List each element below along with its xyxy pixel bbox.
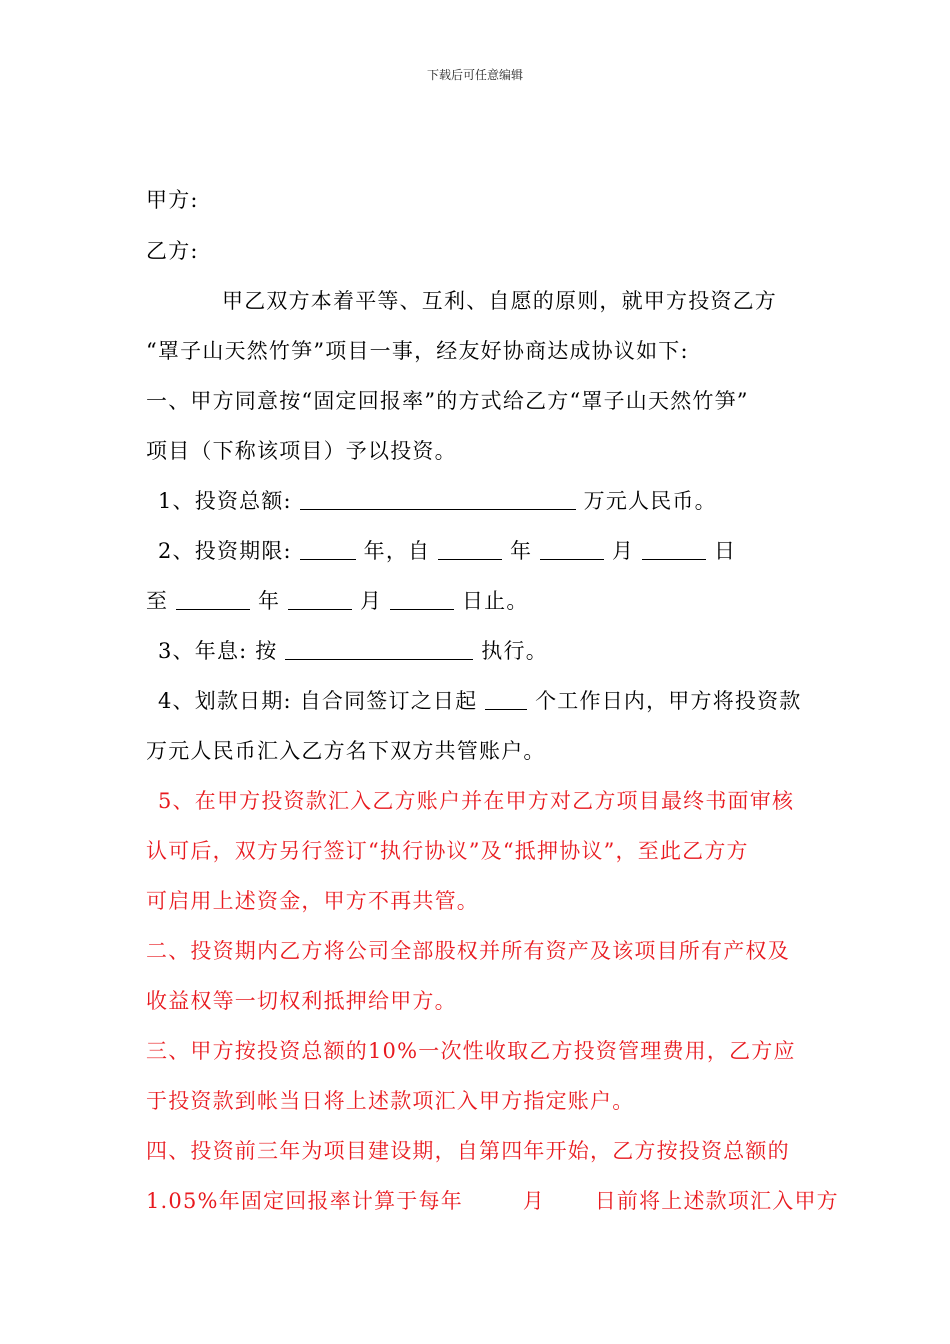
clause-1-line-2: 项目（下称该项目）予以投资。 <box>146 439 457 463</box>
item-2-yue2: 月 <box>359 589 383 613</box>
item-2-zhi: 至 <box>146 589 169 613</box>
clause-4-rate-text: 1.05%年固定回报率计算于每年 <box>146 1189 463 1213</box>
item-2-label: 2、投资期限: <box>158 539 292 563</box>
item-3-label: 3、年息: 按 <box>158 639 278 663</box>
start-day-blank[interactable] <box>642 539 706 560</box>
party-a: 甲方: <box>146 188 199 212</box>
item-2-yue: 月 <box>612 539 635 563</box>
item-2-year: 年，自 <box>363 539 431 563</box>
item-3 <box>158 637 548 665</box>
header-note: 下载后可任意编辑 <box>426 68 523 82</box>
item-3-suffix: 执行。 <box>481 639 548 663</box>
end-month-blank[interactable] <box>288 589 352 610</box>
item-4-suffix: 个工作日内，甲方将投资款 <box>535 689 802 713</box>
item-5-line-3: 可启用上述资金，甲方不再共管。 <box>146 889 479 913</box>
item-5-line-1: 5、在甲方投资款汇入乙方账户并在甲方对乙方项目最终书面审核 <box>158 789 795 813</box>
item-4-line-2: 万元人民币汇入乙方名下双方共管账户。 <box>146 739 546 763</box>
intro-line-2: “罩子山天然竹笋”项目一事，经友好协商达成协议如下: <box>146 339 689 363</box>
end-day-blank[interactable] <box>390 589 454 610</box>
item-2-nian2: 年 <box>257 589 281 613</box>
item-2 <box>158 537 736 565</box>
clause-3-line-1: 三、甲方按投资总额的10%一次性收取乙方投资管理费用，乙方应 <box>146 1039 796 1063</box>
item-1 <box>158 487 717 515</box>
intro-line-1: 甲乙双方本着平等、互利、自愿的原则，就甲方投资乙方 <box>222 289 777 313</box>
clause-3-line-2: 于投资款到帐当日将上述款项汇入甲方指定账户。 <box>146 1089 635 1113</box>
clause-2-line-1: 二、投资期内乙方将公司全部股权并所有资产及该项目所有产权及 <box>146 939 790 963</box>
interest-rate-blank[interactable] <box>285 639 473 660</box>
item-2-end <box>146 587 529 615</box>
clause-4-month: 月 <box>522 1189 545 1213</box>
term-years-blank[interactable] <box>300 539 356 560</box>
clause-1-line-1: 一、甲方同意按“固定回报率”的方式给乙方“罩子山天然竹笋” <box>146 389 749 413</box>
party-b: 乙方: <box>146 239 199 263</box>
item-2-ri: 日 <box>713 539 737 563</box>
investment-total-blank[interactable] <box>300 489 576 510</box>
clause-4-line-1: 四、投资前三年为项目建设期，自第四年开始，乙方按投资总额的 <box>146 1139 790 1163</box>
clause-2-line-2: 收益权等一切权利抵押给甲方。 <box>146 989 457 1013</box>
item-2-nian: 年 <box>510 539 533 563</box>
end-year-blank[interactable] <box>176 589 250 610</box>
item-1-label: 1、投资总额: <box>158 489 292 513</box>
item-4 <box>158 687 802 715</box>
clause-4-rest: 日前将上述款项汇入甲方 <box>594 1189 839 1213</box>
item-5-line-2: 认可后，双方另行签订“执行协议”及“抵押协议”，至此乙方方 <box>146 839 749 863</box>
start-month-blank[interactable] <box>540 539 604 560</box>
item-1-suffix: 万元人民币。 <box>583 489 717 513</box>
item-2-end-text: 日止。 <box>461 589 529 613</box>
item-4-label: 4、划款日期: 自合同签订之日起 <box>158 689 478 713</box>
start-year-blank[interactable] <box>438 539 502 560</box>
working-days-blank[interactable] <box>485 689 527 710</box>
clause-4-line-2 <box>146 1187 839 1215</box>
